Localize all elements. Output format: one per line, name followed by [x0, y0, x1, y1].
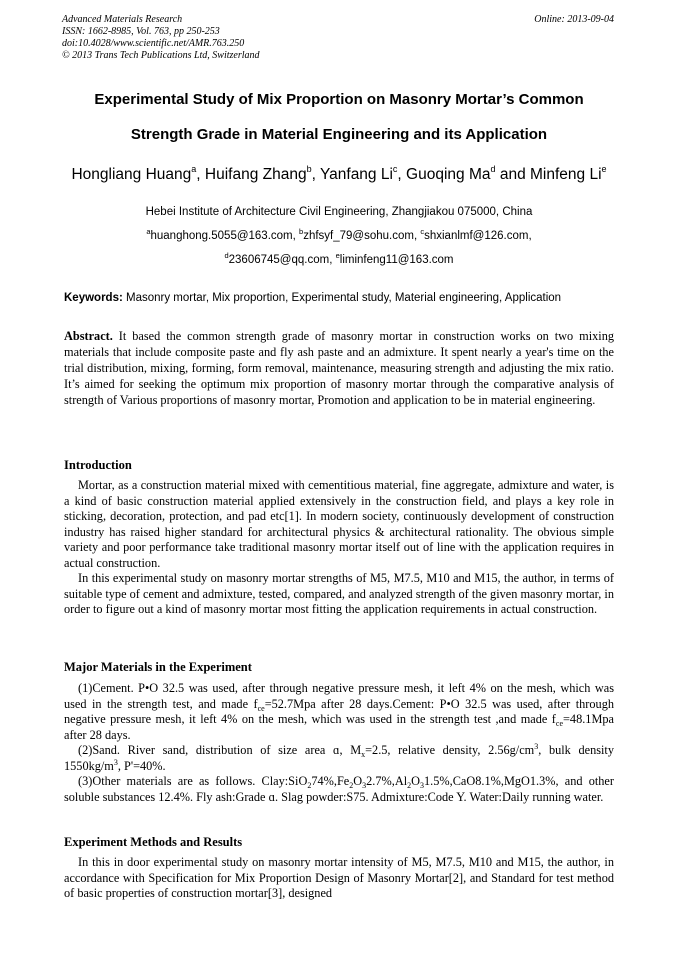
author-mark: c	[392, 164, 398, 174]
author-list	[40, 165, 638, 185]
author-separator: ,	[311, 166, 320, 183]
email-line-2: $^d$23606745@qq.com, $^e$liminfeng11@163.com	[224, 251, 454, 266]
email-link[interactable]: zhfsyf_79@sohu.com	[303, 230, 414, 242]
email-mark: b	[299, 227, 304, 236]
paragraph-cement: (1)Cement. P•O 32.5 was used, after through negative pressure mesh, it left 4% on the mesh, which was used in the strength test, and made $f_{ce}=52.7Mpa$ after 28 days.Cement: P•O 32.5 was used, after through negative pressure mesh, it left 4% on the mesh, which was used in the strength test ,and made $f_{ce}=48.1Mpa$ after 28 days.	[64, 681, 614, 742]
email-link[interactable]: huanghong.5055@163.com	[150, 230, 293, 242]
author-name: Guoqing Ma	[406, 166, 491, 183]
copyright-line: © 2013 Trans Tech Publications Ltd, Switzerland	[62, 50, 260, 61]
methods-body	[64, 855, 614, 902]
author-separator: ,	[397, 166, 407, 183]
email-link[interactable]: 23606745@qq.com	[228, 254, 330, 266]
keywords	[64, 291, 616, 305]
section-heading-methods: Experiment Methods and Results	[64, 835, 243, 849]
journal-header	[62, 14, 614, 62]
introduction-body	[64, 478, 614, 618]
materials-body	[64, 681, 614, 805]
paper-title-line-2: Strength Grade in Material Engineering and its Application	[130, 126, 548, 143]
paragraph: In this experimental study on masonry mortar strengths of M5, M7.5, M10 and M15, the author, in terms of suitable type of cement and admixture, tested, compared, and analyzed strength of the given masonry mortar, in order to figure out a kind of masonry mortar most fitting the application requirements in actual construction.	[64, 571, 614, 616]
email-mark: c	[420, 227, 425, 236]
author-name: Yanfang Li	[319, 166, 393, 183]
email-mark: e	[335, 251, 340, 260]
keywords-label: Keywords:	[64, 292, 123, 304]
author-separator: and	[495, 166, 530, 183]
paragraph: Mortar, as a construction material mixed with cementitious material, fine aggregate, admixture and water, is a kind of basic construction material applied extensively in the construction field, and plays a key role in sticking, decoration, protection, and pad etc[1]. In modern society, continuously development of construction industry has raised higher standard for architectural physics & architectural rationality. The obvious simple variety and poor performance take traditional masonry mortar itself out of line with the application requires in actual construction.	[64, 478, 614, 570]
email-link[interactable]: shxianlmf@126.com	[424, 230, 529, 242]
paragraph-other-materials: (3)Other materials are as follows. $Clay:SiO_274\%,Fe_2O_32.7\%,Al_2O_31.5\%,CaO8.1\%,MgO1.3\%$, and other soluble substances 12.4%. Fly ash:Grade ɑ. Slag powder:S75. Admixture:Code Y. Water:Daily running water.	[64, 774, 614, 804]
affiliation: Hebei Institute of Architecture Civil Engineering, Zhangjiakou 075000, China	[145, 206, 533, 218]
abstract-label: Abstract.	[64, 329, 113, 343]
author-mark: e	[601, 164, 607, 174]
author-name: Hongliang Huang	[71, 166, 192, 183]
paragraph-sand: (2)Sand. River sand, distribution of size area ɑ, $M_x=2.5$, relative density, $2.56g/cm^3$, bulk density $1550kg/m^3$, P'=40%.	[64, 742, 614, 773]
doi-line[interactable]: doi:10.4028/www.scientific.net/AMR.763.250	[62, 38, 245, 49]
email-link[interactable]: liminfeng11@163.com	[339, 254, 454, 266]
abstract-text: It based the common strength grade of masonry mortar in construction works on two mixing materials that include composite paste and fly ash paste and an admixture. It spent nearly a year's time on the trial distribution, mixing, forming, form removal, maintenance, measuring strength and adjusting the mix ratio. It’s aimed for seeking the optimum mix proportion of masonry mortar through the comparative analysis of strength of Various proportions of masonry mortar, Promotion and application to be in material engineering.	[64, 329, 614, 408]
author-mark: b	[306, 164, 312, 174]
author-mark: d	[490, 164, 496, 174]
paragraph: In this in door experimental study on masonry mortar intensity of M5, M7.5, M10 and M15, the author, in accordance with Specification for Mix Proportion Design of Masonry Mortar[2], and Standard for test method of basic properties of construction mortar[3], designed	[64, 855, 614, 900]
email-line-1: $^a$huanghong.5055@163.com, $^b$zhfsyf_79@sohu.com, $^c$shxianlmf@126.com,	[146, 227, 532, 242]
author-name: Minfeng Li	[530, 166, 602, 183]
author-mark: a	[191, 164, 197, 174]
author-separator: ,	[196, 166, 205, 183]
author-name: Huifang Zhang	[204, 166, 307, 183]
issn-line: ISSN: 1662-8985, Vol. 763, pp 250-253	[62, 26, 220, 37]
email-mark: d	[224, 251, 229, 260]
paper-title-line-1: Experimental Study of Mix Proportion on Masonry Mortar’s Common	[94, 91, 584, 108]
section-heading-introduction: Introduction	[64, 458, 132, 472]
email-mark: a	[146, 227, 151, 236]
journal-name: Advanced Materials Research	[62, 14, 183, 25]
keywords-text: Masonry mortar, Mix proportion, Experimental study, Material engineering, Application	[122, 292, 562, 304]
online-date: Online: 2013-09-04	[534, 14, 614, 25]
section-heading-materials: Major Materials in the Experiment	[64, 660, 252, 674]
abstract	[64, 328, 614, 408]
